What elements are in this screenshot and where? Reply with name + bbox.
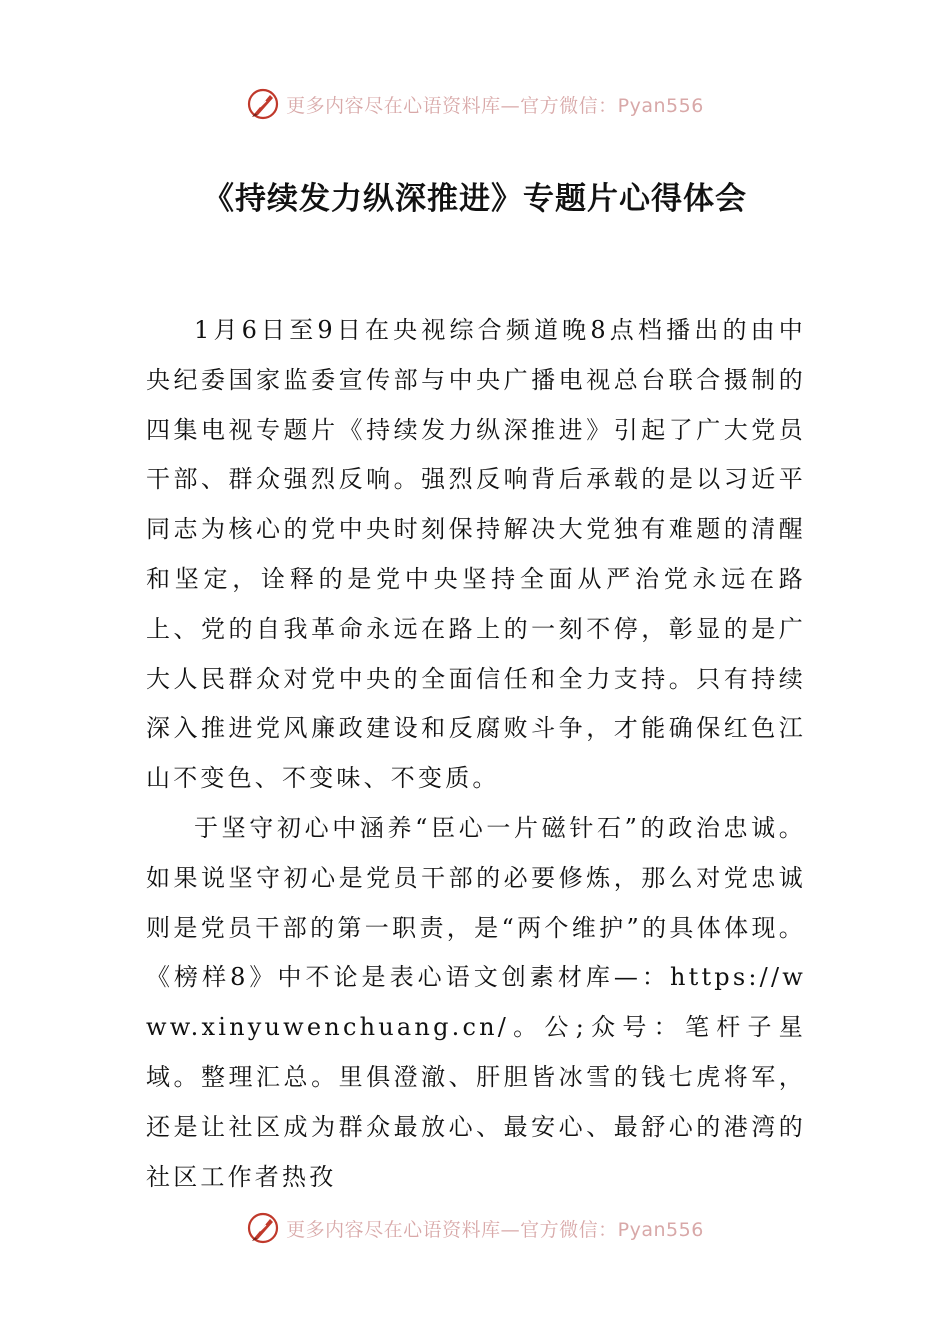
article-body — [146, 306, 806, 1202]
wechat-id: Pyan556 — [617, 1218, 704, 1241]
banner-text: 更多内容尽在心语资料库—官方微信：Pyan556 — [286, 1218, 704, 1241]
banner-text: 更多内容尽在心语资料库—官方微信：Pyan556 — [286, 94, 704, 117]
quill-logo-icon — [246, 87, 280, 121]
footer-banner — [0, 1208, 950, 1248]
paragraph: 1月6日至9日在央视综合频道晚8点档播出的由中央纪委国家监委宣传部与中央广播电视总台联合摄制的四集电视专题片《持续发力纵深推进》引起了广大党员干部、群众强烈反响。强烈反响背后承载的是以习近平同志为核心的党中央时刻保持解决大党独有难题的清醒和坚定，诠释的是党中央坚持全面从严治党永远在路上、党的自我革命永远在路上的一刻不停，彰显的是广大人民群众对党中央的全面信任和全力支持。只有持续深入推进党风廉政建设和反腐败斗争，才能确保红色江山不变色、不变味、不变质。 — [146, 316, 806, 793]
wechat-id: Pyan556 — [617, 94, 704, 117]
header-banner — [0, 84, 950, 124]
paragraph: 于坚守初心中涵养“臣心一片磁针石”的政治忠诚。如果说坚守初心是党员干部的必要修炼，那么对党忠诚则是党员干部的第一职责，是“两个维护”的具体体现。《榜样8》中不论是表心语文创素材库—：https://www.xinyuwenchuang.cn/。公;众号：笔杆子星域。整理汇总。里俱澄澈、肝胆皆冰雪的钱七虎将军，还是让社区成为群众最放心、最安心、最舒心的港湾的社区工作者热孜 — [146, 813, 806, 1191]
page-title: 《持续发力纵深推进》专题片心得体会 — [203, 181, 747, 217]
quill-logo-icon — [246, 1211, 280, 1245]
